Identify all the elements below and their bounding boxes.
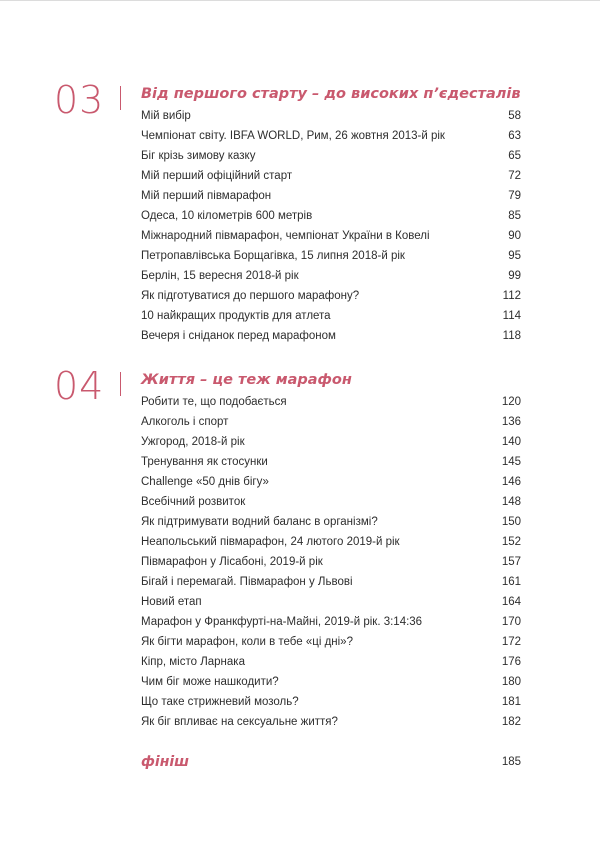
toc-entry-title: Новий етап — [141, 596, 202, 608]
toc-entry-title: Біг крізь зимову казку — [141, 150, 256, 162]
toc-entry[interactable] — [141, 692, 521, 712]
toc-entry-page: 90 — [508, 230, 521, 242]
toc-entry-title: Що таке стрижневий мозоль? — [141, 696, 299, 708]
toc-entry[interactable] — [141, 106, 521, 126]
toc-entry-title: Як підтримувати водний баланс в організмі? — [141, 516, 378, 528]
toc-entry[interactable] — [141, 266, 521, 286]
toc-entry-page: 164 — [501, 596, 521, 608]
toc-entry-page: 79 — [508, 190, 521, 202]
chapter-number: 04 — [54, 364, 105, 408]
toc-entry[interactable] — [141, 412, 521, 432]
toc-entry-title: Робити те, що подобається — [141, 396, 287, 408]
toc-entry[interactable] — [141, 432, 521, 452]
finish-entry[interactable] — [141, 752, 521, 772]
toc-entry[interactable] — [141, 632, 521, 652]
toc-entry-page: 99 — [508, 270, 521, 282]
toc-entry-page: 65 — [508, 150, 521, 162]
toc-entry[interactable] — [141, 592, 521, 612]
finish-title: фініш — [141, 754, 190, 770]
toc-entry-page: 118 — [502, 330, 521, 342]
toc-list — [141, 106, 521, 346]
toc-entry-title: Як біг впливає на сексуальне життя? — [141, 716, 338, 728]
toc-entry-page: 181 — [501, 696, 521, 708]
toc-entry-title: Всебічний розвиток — [141, 496, 246, 508]
toc-entry-page: 152 — [501, 536, 521, 548]
toc-entry-page: 63 — [508, 130, 521, 142]
toc-entry-page: 112 — [502, 290, 521, 302]
toc-entry-title: Чим біг може нашкодити? — [141, 676, 279, 688]
toc-entry-title: Ужгород, 2018-й рік — [141, 436, 245, 448]
toc-entry[interactable] — [141, 206, 521, 226]
toc-entry-page: 146 — [501, 476, 521, 488]
finish-page: 185 — [501, 756, 521, 768]
toc-entry[interactable] — [141, 306, 521, 326]
toc-entry-title: Чемпіонат світу. IBFA WORLD, Рим, 26 жовтня 2013-й рік — [141, 130, 445, 142]
toc-entry[interactable] — [141, 712, 521, 732]
toc-entry-title: 10 найкращих продуктів для атлета — [141, 310, 331, 322]
toc-entry-title: Міжнародний півмарафон, чемпіонат України в Ковелі — [141, 230, 430, 242]
toc-entry-page: 172 — [501, 636, 521, 648]
toc-entry[interactable] — [141, 532, 521, 552]
toc-entry-title: Одеса, 10 кілометрів 600 метрів — [141, 210, 313, 222]
toc-entry-page: 72 — [508, 170, 521, 182]
toc-entry-title: Бігай і перемагай. Півмарафон у Львові — [141, 576, 353, 588]
toc-entry[interactable] — [141, 452, 521, 472]
toc-entry[interactable] — [141, 672, 521, 692]
chapter-divider — [120, 86, 121, 110]
toc-entry-title: Вечеря і сніданок перед марафоном — [141, 330, 336, 342]
toc-entry-title: Півмарафон у Лісабоні, 2019-й рік — [141, 556, 323, 568]
chapter-title: Від першого старту – до високих п’єдесталів — [141, 86, 521, 102]
toc-entry[interactable] — [141, 392, 521, 412]
toc-entry[interactable] — [141, 572, 521, 592]
toc-entry[interactable] — [141, 612, 521, 632]
toc-entry-page: 85 — [508, 210, 521, 222]
toc-entry-page: 95 — [508, 250, 521, 262]
toc-entry-title: Як бігти марафон, коли в тебе «ці дні»? — [141, 636, 353, 648]
toc-entry-title: Challenge «50 днів бігу» — [141, 476, 269, 488]
toc-entry[interactable] — [141, 472, 521, 492]
toc-entry-page: 145 — [501, 456, 521, 468]
toc-entry-title: Берлін, 15 вересня 2018-й рік — [141, 270, 299, 282]
toc-entry-page: 140 — [501, 436, 521, 448]
toc-entry[interactable] — [141, 146, 521, 166]
chapter-title: Життя – це теж марафон — [141, 372, 352, 388]
toc-entry[interactable] — [141, 186, 521, 206]
toc-entry-title: Мій перший півмарафон — [141, 190, 272, 202]
toc-entry-title: Тренування як стосунки — [141, 456, 268, 468]
toc-entry[interactable] — [141, 326, 521, 346]
toc-list — [141, 392, 521, 732]
toc-entry[interactable] — [141, 492, 521, 512]
toc-entry-page: 148 — [501, 496, 521, 508]
toc-entry-title: Мій вибір — [141, 110, 191, 122]
toc-entry-title: Мій перший офіційний старт — [141, 170, 293, 182]
toc-entry-page: 114 — [502, 310, 521, 322]
toc-entry[interactable] — [141, 286, 521, 306]
toc-entry[interactable] — [141, 652, 521, 672]
toc-entry-title: Петропавлівська Борщагівка, 15 липня 2018-й рік — [141, 250, 405, 262]
toc-entry-title: Алкоголь і спорт — [141, 416, 229, 428]
toc-entry[interactable] — [141, 226, 521, 246]
toc-entry-page: 120 — [501, 396, 521, 408]
toc-entry-page: 176 — [501, 656, 521, 668]
chapter-divider — [120, 372, 121, 396]
toc-entry[interactable] — [141, 246, 521, 266]
toc-entry-page: 182 — [501, 716, 521, 728]
toc-entry-page: 58 — [508, 110, 521, 122]
toc-entry-page: 150 — [501, 516, 521, 528]
toc-entry-page: 136 — [501, 416, 521, 428]
toc-entry[interactable] — [141, 166, 521, 186]
toc-entry-title: Як підготуватися до першого марафону? — [141, 290, 360, 302]
toc-entry-title: Кіпр, місто Ларнака — [141, 656, 245, 668]
toc-entry-page: 161 — [501, 576, 521, 588]
toc-entry-page: 180 — [501, 676, 521, 688]
toc-entry[interactable] — [141, 552, 521, 572]
toc-entry-page: 157 — [501, 556, 521, 568]
top-divider — [0, 0, 600, 1]
chapter-number: 03 — [54, 78, 105, 122]
toc-entry-title: Неапольський півмарафон, 24 лютого 2019-й рік — [141, 536, 400, 548]
toc-entry-page: 170 — [501, 616, 521, 628]
toc-entry[interactable] — [141, 126, 521, 146]
toc-entry-title: Марафон у Франкфурті-на-Майні, 2019-й рік. 3:14:36 — [141, 616, 423, 628]
toc-entry[interactable] — [141, 512, 521, 532]
